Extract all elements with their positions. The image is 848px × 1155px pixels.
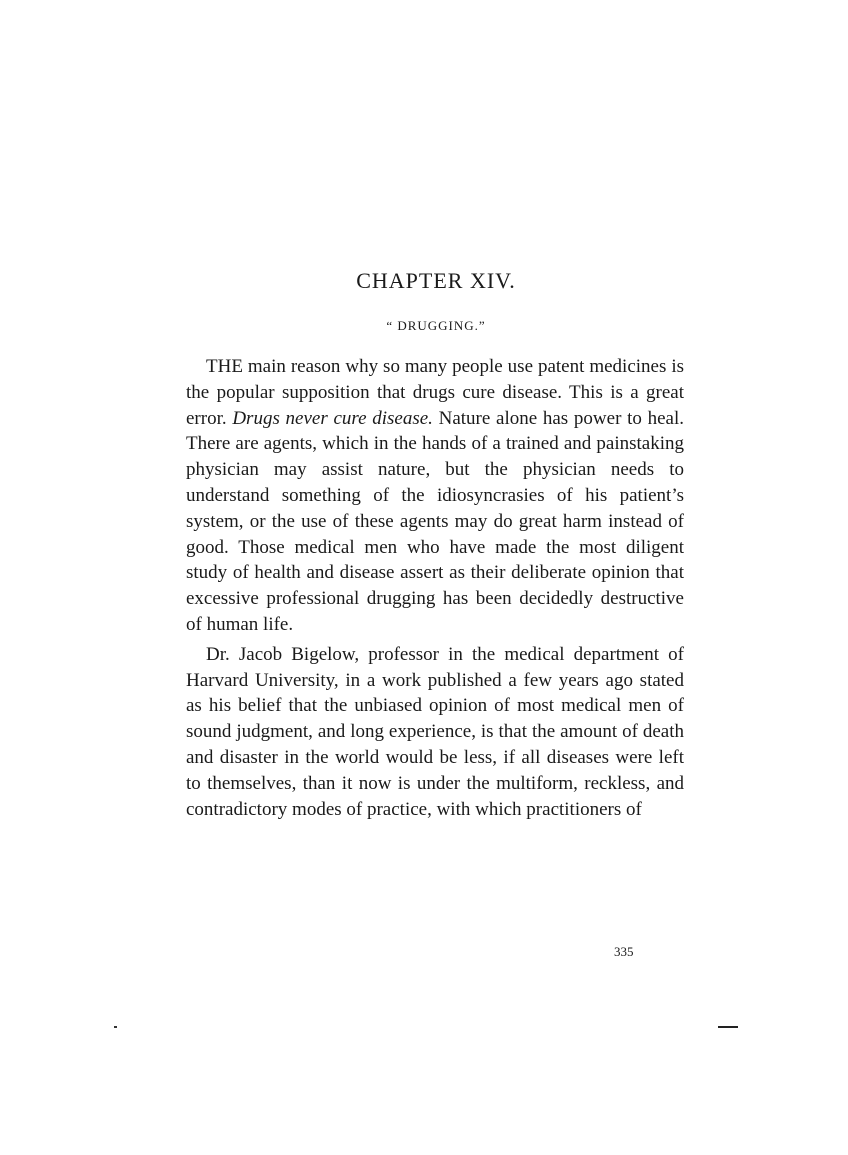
- paragraph-1-text-b: Nature alone has power to heal. There are agents, which in the hands of a trained and painstaking physician may assist nature, but the physician needs to understand something of the idiosyncrasies of his patient’s system, or the use of these agents may do great harm instead of good. Those medical men who have made the most diligent study of health and disease assert as their deliberate opinion that excessive professional drugging has been decidedly destructive of human life.: [186, 407, 684, 635]
- page-number: 335: [614, 944, 634, 959]
- paragraph-1: [186, 354, 684, 638]
- paragraph-lead-word: THE: [206, 356, 243, 377]
- scan-mark-left: [114, 1026, 117, 1028]
- paragraph-1-text-a: main reason why so many people use patent medicines is the popular supposition that drugs cure disease. This is a great error.: [186, 356, 684, 429]
- scan-mark-right: [718, 1026, 738, 1028]
- body-text: [186, 354, 684, 822]
- paragraph-2: Dr. Jacob Bigelow, professor in the medical department of Harvard University, in a work published a few years ago stated as his belief that the unbiased opinion of most medical men of sound judgment, and long experience, is that the amount of death and disaster in the world would be less, if all diseases were left to themselves, than it now is under the multiform, reckless, and contradictory modes of practice, with which practitioners of: [186, 643, 684, 820]
- chapter-subtitle: “ DRUGGING.”: [386, 318, 486, 333]
- chapter-title: CHAPTER XIV.: [356, 268, 516, 293]
- paragraph-1-emphasis: Drugs never cure disease.: [232, 407, 433, 429]
